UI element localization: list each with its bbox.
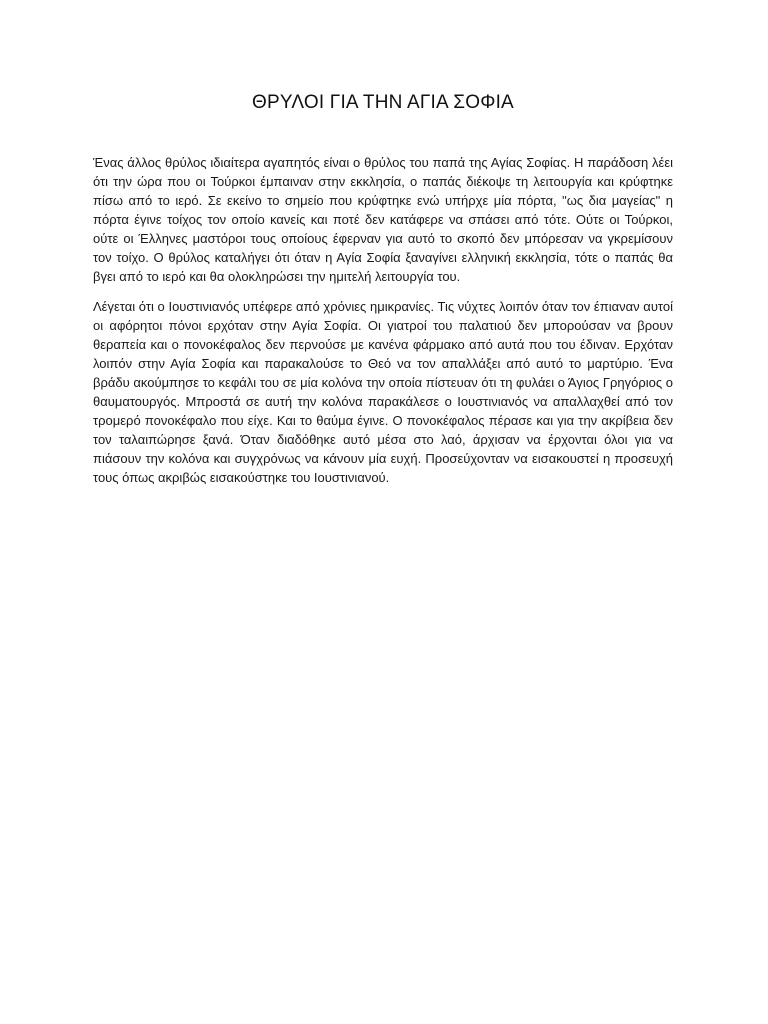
document-title: ΘΡΥΛΟΙ ΓΙΑ ΤΗΝ ΑΓΙΑ ΣΟΦΙΑ <box>252 92 514 113</box>
paragraph-priest-legend: Ένας άλλος θρύλος ιδιαίτερα αγαπητός είναι ο θρύλος του παπά της Αγίας Σοφίας. Η παράδοση λέει ότι την ώρα που οι Τούρκοι έμπαιναν στην εκκλησία, ο παπάς διέκοψε τη λειτουργία και κρύφτηκε πίσω από το ιερό. Σε εκείνο το σημείο που κρύφτηκε ενώ υπήρχε μία πόρτα, "ως δια μαγείας" η πόρτα έγινε τοίχος τον οποίο κανείς και ποτέ δεν κατάφερε να σπάσει από τότε. Ούτε οι Τούρκοι, ούτε οι Έλληνες μαστόροι τους οποίους έφερναν για αυτό το σκοπό δεν μπόρεσαν να γκρεμίσουν τον τοίχο. Ο θρύλος καταλήγει ότι όταν η Αγία Σοφία ξαναγίνει ελληνική εκκλησία, τότε ο παπάς θα βγει από το ιερό και θα ολοκληρώσει την ημιτελή λειτουργία του. <box>93 155 673 284</box>
document-page <box>93 0 673 487</box>
paragraph-justinian-legend: Λέγεται ότι ο Ιουστινιανός υπέφερε από χρόνιες ημικρανίες. Τις νύχτες λοιπόν όταν τον έπιαναν αυτοί οι αφόρητοι πόνοι ερχόταν στην Αγία Σοφία. Οι γιατροί του παλατιού δεν μπορούσαν να βρουν θεραπεία και ο πονοκέφαλος δεν περνούσε με κανένα φάρμακο από αυτά που του έδιναν. Ερχόταν λοιπόν στην Αγία Σοφία και παρακαλούσε το Θεό να τον απαλλάξει από αυτό το μαρτύριο. Ένα βράδυ ακούμπησε το κεφάλι του σε μία κολόνα την οποία πίστευαν ότι τη φυλάει ο Άγιος Γρηγόριος ο θαυματουργός. Μπροστά σε αυτή την κολόνα παρακάλεσε ο Ιουστινιανός να απαλλαχθεί από τον τρομερό πονοκέφαλο που είχε. Και το θαύμα έγινε. Ο πονοκέφαλος πέρασε και για την ακρίβεια δεν τον ταλαιπώρησε ξανά. Όταν διαδόθηκε αυτό μέσα στο λαό, άρχισαν να έρχονται όλοι για να πιάσουν την κολόνα και συγχρόνως να κάνουν μία ευχή. Προσεύχονταν να εισακουστεί η προσευχή τους όπως ακριβώς εισακούστηκε του Ιουστινιανού. <box>93 299 673 485</box>
